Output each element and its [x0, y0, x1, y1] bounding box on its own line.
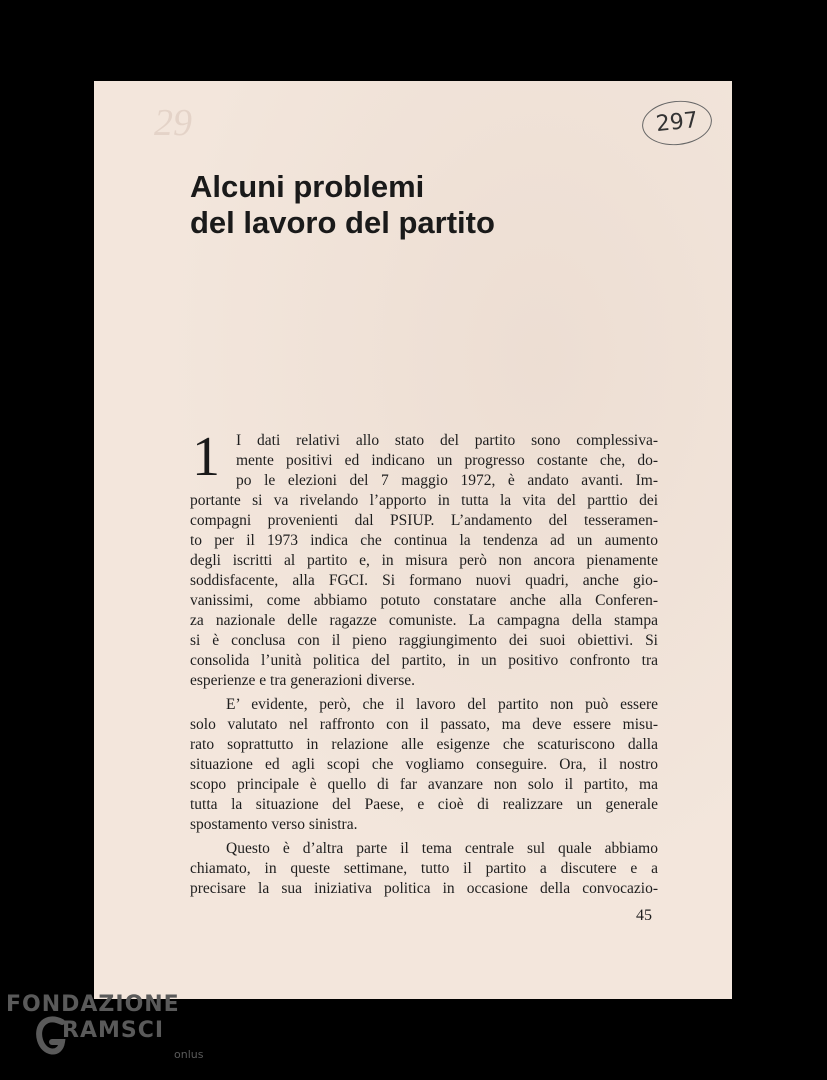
fondazione-gramsci-logo [2, 992, 202, 1072]
text-line: portante si va rivelando l’apporto in tutta la vita del parttio dei [190, 492, 658, 509]
text-line: spostamento verso sinistra. [190, 816, 358, 833]
paragraph-2 [190, 695, 658, 835]
title-line-1: Alcuni problemi [190, 169, 425, 204]
paragraph-3 [190, 839, 658, 899]
text-line: si è conclusa con il pieno raggiungimento dei suoi obiettivi. Si [190, 632, 658, 649]
text-line: po le elezioni del 7 maggio 1972, è andato avanti. Im- [236, 472, 658, 489]
article-body [190, 426, 658, 899]
title-line-2: del lavoro del partito [190, 205, 495, 240]
text-line: soddisfacente, alla FGCI. Si formano nuovi quadri, anche gio- [190, 572, 658, 589]
logo-suffix: onlus [174, 1048, 204, 1061]
page-number: 45 [636, 907, 652, 924]
section-number-dropcap: 1 [192, 426, 220, 488]
text-line: rato soprattutto in relazione alle esigenze che scaturiscono dalla [190, 736, 658, 753]
text-line: degli iscritti al partito e, in misura però non ancora pienamente [190, 552, 658, 569]
text-line: E’ evidente, però, che il lavoro del partito non può essere [226, 696, 658, 713]
text-line: chiamato, in queste settimane, tutto il partito a discutere e a [190, 860, 658, 877]
text-line: mente positivi ed indicano un progresso costante che, do- [236, 452, 658, 469]
text-line: precisare la sua iniziativa politica in occasione della convocazio- [190, 880, 658, 897]
article-title [190, 169, 495, 241]
text-line: consolida l’unità politica del partito, in un positivo confronto tra [190, 652, 658, 669]
text-line: scopo principale è quello di far avanzare non solo il partito, ma [190, 776, 658, 793]
text-line: tutta la situazione del Paese, e cioè di realizzare un generale [190, 796, 658, 813]
text-line: solo valutato nel raffronto con il passato, ma deve essere misu- [190, 716, 658, 733]
paragraph-1 [190, 426, 658, 691]
text-line: I dati relativi allo stato del partito sono complessiva- [236, 432, 658, 449]
text-line: situazione ed agli scopi che vogliamo conseguire. Ora, il nostro [190, 756, 658, 773]
text-line: vanissimi, come abbiamo potuto constatare anche alla Conferen- [190, 592, 658, 609]
scanned-page [94, 81, 732, 999]
text-line: za nazionale delle ragazze comuniste. La campagna della stampa [190, 612, 658, 629]
archive-annotation-number: 297 [640, 97, 714, 148]
text-line: compagni provenienti dal PSIUP. L’andamento del tesseramen- [190, 512, 658, 529]
show-through-ghost: 29 [154, 102, 192, 144]
text-line: to per il 1973 indica che continua la tendenza ad un aumento [190, 532, 658, 549]
text-line: esperienze e tra generazioni diverse. [190, 672, 416, 689]
text-line: Questo è d’altra parte il tema centrale sul quale abbiamo [226, 840, 658, 857]
logo-text-line-2: RAMSCI [62, 1018, 165, 1043]
logo-text-line-1: FONDAZIONE [6, 992, 180, 1017]
